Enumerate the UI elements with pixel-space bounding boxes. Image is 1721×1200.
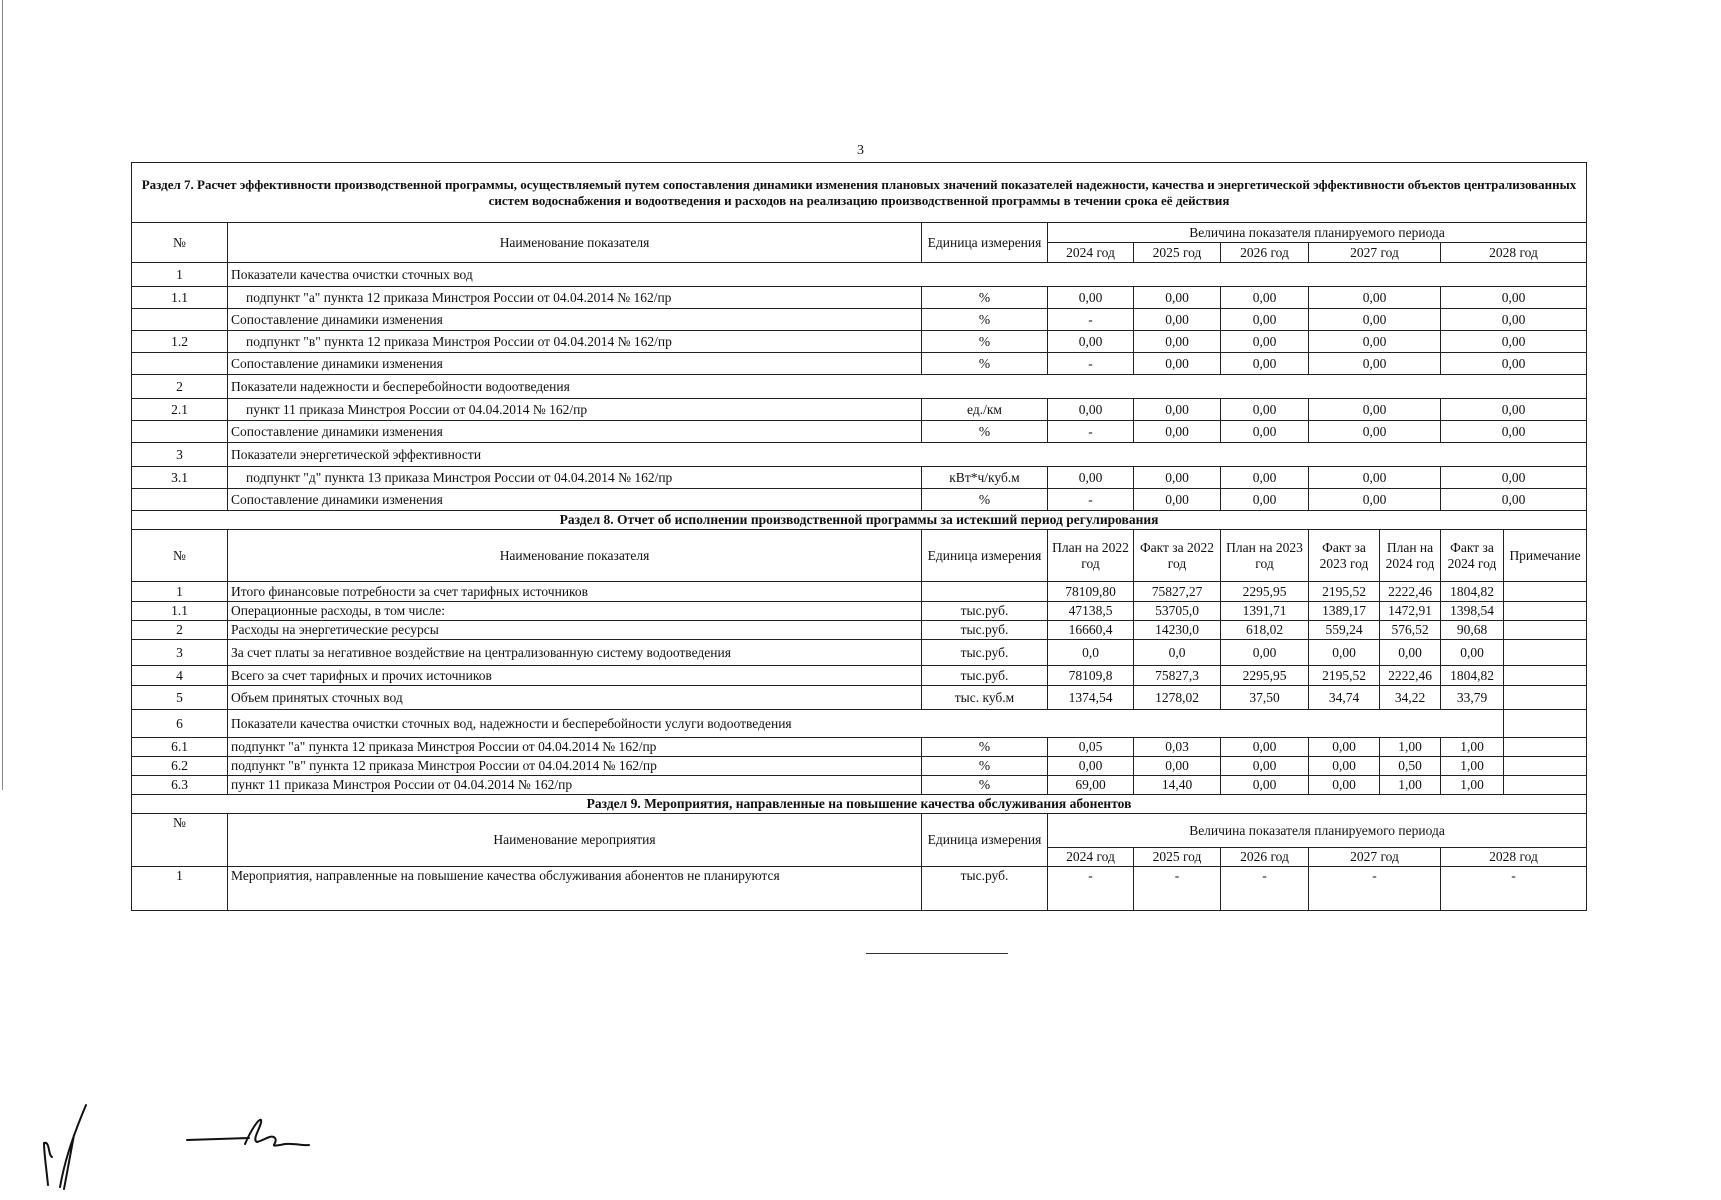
header-year: 2028 год: [1441, 848, 1587, 867]
value-cell: 14230,0: [1134, 621, 1221, 640]
value-cell: 0,05: [1048, 738, 1134, 757]
value-cell: 0,00: [1134, 353, 1221, 375]
header-name: Наименование показателя: [228, 223, 922, 263]
value-cell: 47138,5: [1048, 602, 1134, 621]
unit-cell: тыс.руб.: [922, 666, 1048, 686]
initials-signature: [30, 1095, 100, 1195]
value-cell: 1,00: [1441, 776, 1504, 795]
row-number: 5: [132, 686, 228, 710]
value-cell: 0,00: [1221, 399, 1309, 421]
indicator-name: Расходы на энергетические ресурсы: [228, 621, 922, 640]
row-number: 6.3: [132, 776, 228, 795]
value-cell: 0,00: [1221, 738, 1309, 757]
value-cell: 0,00: [1441, 309, 1587, 331]
value-cell: 1278,02: [1134, 686, 1221, 710]
note-cell: [1504, 666, 1587, 686]
row-number: 1: [132, 582, 228, 602]
indicator-row: [132, 421, 1587, 443]
note-cell: [1504, 582, 1587, 602]
value-cell: 2222,46: [1380, 666, 1441, 686]
value-cell: 0,00: [1221, 757, 1309, 776]
value-cell: 53705,0: [1134, 602, 1221, 621]
value-cell: 0,00: [1309, 467, 1441, 489]
value-cell: 2195,52: [1309, 666, 1380, 686]
unit-cell: тыс.руб.: [922, 602, 1048, 621]
value-cell: 75827,27: [1134, 582, 1221, 602]
value-cell: 1804,82: [1441, 582, 1504, 602]
value-cell: 2295,95: [1221, 666, 1309, 686]
value-cell: 0,00: [1221, 776, 1309, 795]
value-cell: 1804,82: [1441, 666, 1504, 686]
value-cell: 1,00: [1380, 776, 1441, 795]
value-cell: 0,00: [1441, 331, 1587, 353]
note-cell: [1504, 710, 1587, 738]
header-period-col: План на 2023 год: [1221, 530, 1309, 582]
indicator-row: [132, 353, 1587, 375]
value-cell: 1391,71: [1221, 602, 1309, 621]
value-cell: 1389,17: [1309, 602, 1380, 621]
header-unit: Единица измерения: [922, 814, 1048, 867]
value-cell: 0,00: [1309, 776, 1380, 795]
indicator-name: Итого финансовые потребности за счет тарифных источников: [228, 582, 922, 602]
note-cell: [1504, 738, 1587, 757]
value-cell: -: [1048, 353, 1134, 375]
value-cell: -: [1048, 309, 1134, 331]
indicator-row: [132, 331, 1587, 353]
row-number: 3: [132, 640, 228, 666]
value-cell: 0,00: [1134, 331, 1221, 353]
value-cell: 0,00: [1134, 489, 1221, 511]
report-row: [132, 666, 1587, 686]
value-cell: 2195,52: [1309, 582, 1380, 602]
row-number: 3.1: [132, 467, 228, 489]
unit-cell: [922, 582, 1048, 602]
header-year: 2027 год: [1309, 243, 1441, 263]
row-number: 1.1: [132, 287, 228, 309]
header-name: Наименование показателя: [228, 530, 922, 582]
section7-title-row: [132, 163, 1587, 223]
group-title: Показатели качества очистки сточных вод: [228, 263, 1587, 287]
indicator-name: подпункт "а" пункта 12 приказа Минстроя России от 04.04.2014 № 162/пр: [228, 287, 922, 309]
value-cell: 0,03: [1134, 738, 1221, 757]
scan-edge-line: [2, 0, 3, 790]
note-cell: [1504, 776, 1587, 795]
value-cell: 0,00: [1309, 353, 1441, 375]
indicator-name: Сопоставление динамики изменения: [228, 489, 922, 511]
section9-header-row: [132, 814, 1587, 848]
header-year: 2025 год: [1134, 243, 1221, 263]
value-cell: 0,0: [1134, 640, 1221, 666]
group-title: Показатели энергетической эффективности: [228, 443, 1587, 467]
unit-cell: кВт*ч/куб.м: [922, 467, 1048, 489]
indicator-name: Всего за счет тарифных и прочих источников: [228, 666, 922, 686]
indicator-name: пункт 11 приказа Минстроя России от 04.04.2014 № 162/пр: [228, 399, 922, 421]
row-number: [132, 353, 228, 375]
value-cell: 33,79: [1441, 686, 1504, 710]
value-cell: 0,00: [1441, 489, 1587, 511]
value-cell: 0,00: [1134, 309, 1221, 331]
header-num: №: [132, 814, 228, 867]
group-title: Показатели качества очистки сточных вод, надежности и бесперебойности услуги водоотведения: [228, 710, 1504, 738]
value-cell: 0,00: [1441, 287, 1587, 309]
value-cell: 0,00: [1441, 399, 1587, 421]
value-cell: 0,50: [1380, 757, 1441, 776]
value-cell: 14,40: [1134, 776, 1221, 795]
value-cell: 0,00: [1309, 421, 1441, 443]
report-row: [132, 710, 1587, 738]
header-period: Величина показателя планируемого периода: [1048, 223, 1587, 243]
value-cell: 0,00: [1134, 421, 1221, 443]
value-cell: 34,22: [1380, 686, 1441, 710]
measure-name: Мероприятия, направленные на повышение качества обслуживания абонентов не планируются: [228, 867, 922, 911]
section9-title-row: [132, 795, 1587, 814]
unit-cell: %: [922, 489, 1048, 511]
indicator-row: [132, 287, 1587, 309]
header-num: №: [132, 223, 228, 263]
row-number: 6: [132, 710, 228, 738]
section8-title: Раздел 8. Отчет об исполнении производственной программы за истекший период регулирования: [132, 511, 1587, 530]
value-cell: 0,0: [1048, 640, 1134, 666]
value-cell: 0,00: [1048, 399, 1134, 421]
header-period-col: Факт за 2022 год: [1134, 530, 1221, 582]
value-cell: 0,00: [1134, 287, 1221, 309]
value-cell: 0,00: [1048, 467, 1134, 489]
note-cell: [1504, 602, 1587, 621]
value-cell: 0,00: [1309, 757, 1380, 776]
value-cell: 0,00: [1221, 421, 1309, 443]
report-row: [132, 582, 1587, 602]
header-unit: Единица измерения: [922, 530, 1048, 582]
value-cell: 0,00: [1048, 331, 1134, 353]
value-cell: 1,00: [1441, 738, 1504, 757]
value-cell: -: [1134, 867, 1221, 911]
value-cell: -: [1221, 867, 1309, 911]
value-cell: 69,00: [1048, 776, 1134, 795]
section9-title: Раздел 9. Мероприятия, направленные на повышение качества обслуживания абонентов: [132, 795, 1587, 814]
unit-cell: ед./км: [922, 399, 1048, 421]
row-number: 2.1: [132, 399, 228, 421]
value-cell: 0,00: [1134, 399, 1221, 421]
indicator-row: [132, 399, 1587, 421]
header-year: 2028 год: [1441, 243, 1587, 263]
value-cell: 0,00: [1221, 640, 1309, 666]
value-cell: 0,00: [1309, 399, 1441, 421]
row-number: 6.2: [132, 757, 228, 776]
value-cell: 0,00: [1134, 757, 1221, 776]
note-cell: [1504, 640, 1587, 666]
unit-cell: %: [922, 331, 1048, 353]
value-cell: 0,00: [1221, 353, 1309, 375]
row-number: 1: [132, 263, 228, 287]
unit-cell: %: [922, 738, 1048, 757]
group-title: Показатели надежности и бесперебойности водоотведения: [228, 375, 1587, 399]
value-cell: 0,00: [1441, 467, 1587, 489]
indicator-row: [132, 489, 1587, 511]
value-cell: 0,00: [1309, 738, 1380, 757]
report-row: [132, 686, 1587, 710]
note-cell: [1504, 757, 1587, 776]
unit-cell: %: [922, 776, 1048, 795]
note-cell: [1504, 621, 1587, 640]
indicator-name: За счет платы за негативное воздействие на централизованную систему водоотведения: [228, 640, 922, 666]
header-year: 2024 год: [1048, 243, 1134, 263]
indicator-name: подпункт "д" пункта 13 приказа Минстроя России от 04.04.2014 № 162/пр: [228, 467, 922, 489]
unit-cell: %: [922, 353, 1048, 375]
indicator-row: [132, 467, 1587, 489]
value-cell: 34,74: [1309, 686, 1380, 710]
value-cell: 37,50: [1221, 686, 1309, 710]
closing-rule: [866, 953, 1008, 954]
value-cell: 2222,46: [1380, 582, 1441, 602]
value-cell: 576,52: [1380, 621, 1441, 640]
header-year: 2026 год: [1221, 243, 1309, 263]
measure-row: [132, 867, 1587, 911]
unit-cell: %: [922, 287, 1048, 309]
indicator-row: [132, 443, 1587, 467]
section8-title-row: [132, 511, 1587, 530]
header-name: Наименование мероприятия: [228, 814, 922, 867]
value-cell: 0,00: [1441, 640, 1504, 666]
report-table: [131, 162, 1587, 911]
report-row: [132, 602, 1587, 621]
report-row: [132, 757, 1587, 776]
indicator-row: [132, 309, 1587, 331]
indicator-name: подпункт "в" пункта 12 приказа Минстроя России от 04.04.2014 № 162/пр: [228, 757, 922, 776]
value-cell: 1472,91: [1380, 602, 1441, 621]
indicator-name: Сопоставление динамики изменения: [228, 309, 922, 331]
value-cell: 0,00: [1221, 331, 1309, 353]
indicator-name: пункт 11 приказа Минстроя России от 04.04.2014 № 162/пр: [228, 776, 922, 795]
page-number: 3: [857, 143, 864, 158]
row-number: 6.1: [132, 738, 228, 757]
header-year: 2027 год: [1309, 848, 1441, 867]
unit-cell: %: [922, 309, 1048, 331]
row-number: 3: [132, 443, 228, 467]
value-cell: -: [1048, 421, 1134, 443]
signature: [185, 1110, 315, 1160]
header-period-col: Факт за 2024 год: [1441, 530, 1504, 582]
value-cell: -: [1048, 867, 1134, 911]
value-cell: 78109,80: [1048, 582, 1134, 602]
value-cell: 1,00: [1380, 738, 1441, 757]
value-cell: 0,00: [1221, 287, 1309, 309]
header-period: Величина показателя планируемого периода: [1048, 814, 1587, 848]
value-cell: 90,68: [1441, 621, 1504, 640]
value-cell: 0,00: [1309, 640, 1380, 666]
report-row: [132, 776, 1587, 795]
unit-cell: тыс.руб.: [922, 621, 1048, 640]
unit-cell: %: [922, 421, 1048, 443]
row-number: 4: [132, 666, 228, 686]
row-number: 1.1: [132, 602, 228, 621]
value-cell: 0,00: [1309, 489, 1441, 511]
value-cell: 0,00: [1309, 331, 1441, 353]
row-number: 1.2: [132, 331, 228, 353]
value-cell: 75827,3: [1134, 666, 1221, 686]
value-cell: 0,00: [1309, 309, 1441, 331]
unit-cell: %: [922, 757, 1048, 776]
value-cell: -: [1309, 867, 1441, 911]
value-cell: 2295,95: [1221, 582, 1309, 602]
value-cell: 0,00: [1221, 467, 1309, 489]
indicator-name: Сопоставление динамики изменения: [228, 421, 922, 443]
header-year: 2024 год: [1048, 848, 1134, 867]
indicator-name: Сопоставление динамики изменения: [228, 353, 922, 375]
header-period-col: Факт за 2023 год: [1309, 530, 1380, 582]
value-cell: -: [1048, 489, 1134, 511]
unit-cell: тыс.руб.: [922, 867, 1048, 911]
value-cell: 0,00: [1048, 287, 1134, 309]
value-cell: 0,00: [1221, 309, 1309, 331]
value-cell: 0,00: [1221, 489, 1309, 511]
row-number: [132, 489, 228, 511]
header-unit: Единица измерения: [922, 223, 1048, 263]
indicator-name: подпункт "в" пункта 12 приказа Минстроя России от 04.04.2014 № 162/пр: [228, 331, 922, 353]
value-cell: 0,00: [1048, 757, 1134, 776]
row-number: 2: [132, 375, 228, 399]
section7-title: Раздел 7. Расчет эффективности производственной программы, осуществляемый путем сопоставления динамики изменения плановых значений показателей надежности, качества и энергетической эффективности объектов централизованных систем водоснабжения и водоотведения и расходов на реализацию производственной программы в течении срока её действия: [132, 163, 1587, 223]
row-number: 1: [132, 867, 228, 911]
header-period-col: План на 2022 год: [1048, 530, 1134, 582]
indicator-name: Операционные расходы, в том числе:: [228, 602, 922, 621]
row-number: [132, 421, 228, 443]
value-cell: 78109,8: [1048, 666, 1134, 686]
report-row: [132, 738, 1587, 757]
value-cell: 1398,54: [1441, 602, 1504, 621]
unit-cell: тыс.руб.: [922, 640, 1048, 666]
value-cell: 0,00: [1134, 467, 1221, 489]
indicator-row: [132, 263, 1587, 287]
value-cell: 618,02: [1221, 621, 1309, 640]
value-cell: 559,24: [1309, 621, 1380, 640]
header-year: 2025 год: [1134, 848, 1221, 867]
report-row: [132, 621, 1587, 640]
indicator-name: Объем принятых сточных вод: [228, 686, 922, 710]
value-cell: 0,00: [1441, 353, 1587, 375]
header-year: 2026 год: [1221, 848, 1309, 867]
value-cell: 0,00: [1380, 640, 1441, 666]
note-cell: [1504, 686, 1587, 710]
value-cell: -: [1441, 867, 1587, 911]
header-note: Примечание: [1504, 530, 1587, 582]
indicator-row: [132, 375, 1587, 399]
indicator-name: подпункт "а" пункта 12 приказа Минстроя России от 04.04.2014 № 162/пр: [228, 738, 922, 757]
section8-header-row: [132, 530, 1587, 582]
value-cell: 0,00: [1309, 287, 1441, 309]
row-number: 2: [132, 621, 228, 640]
row-number: [132, 309, 228, 331]
value-cell: 1374,54: [1048, 686, 1134, 710]
unit-cell: тыс. куб.м: [922, 686, 1048, 710]
value-cell: 0,00: [1441, 421, 1587, 443]
value-cell: 16660,4: [1048, 621, 1134, 640]
header-num: №: [132, 530, 228, 582]
header-period-col: План на 2024 год: [1380, 530, 1441, 582]
value-cell: 1,00: [1441, 757, 1504, 776]
section7-header-row: [132, 223, 1587, 243]
report-row: [132, 640, 1587, 666]
